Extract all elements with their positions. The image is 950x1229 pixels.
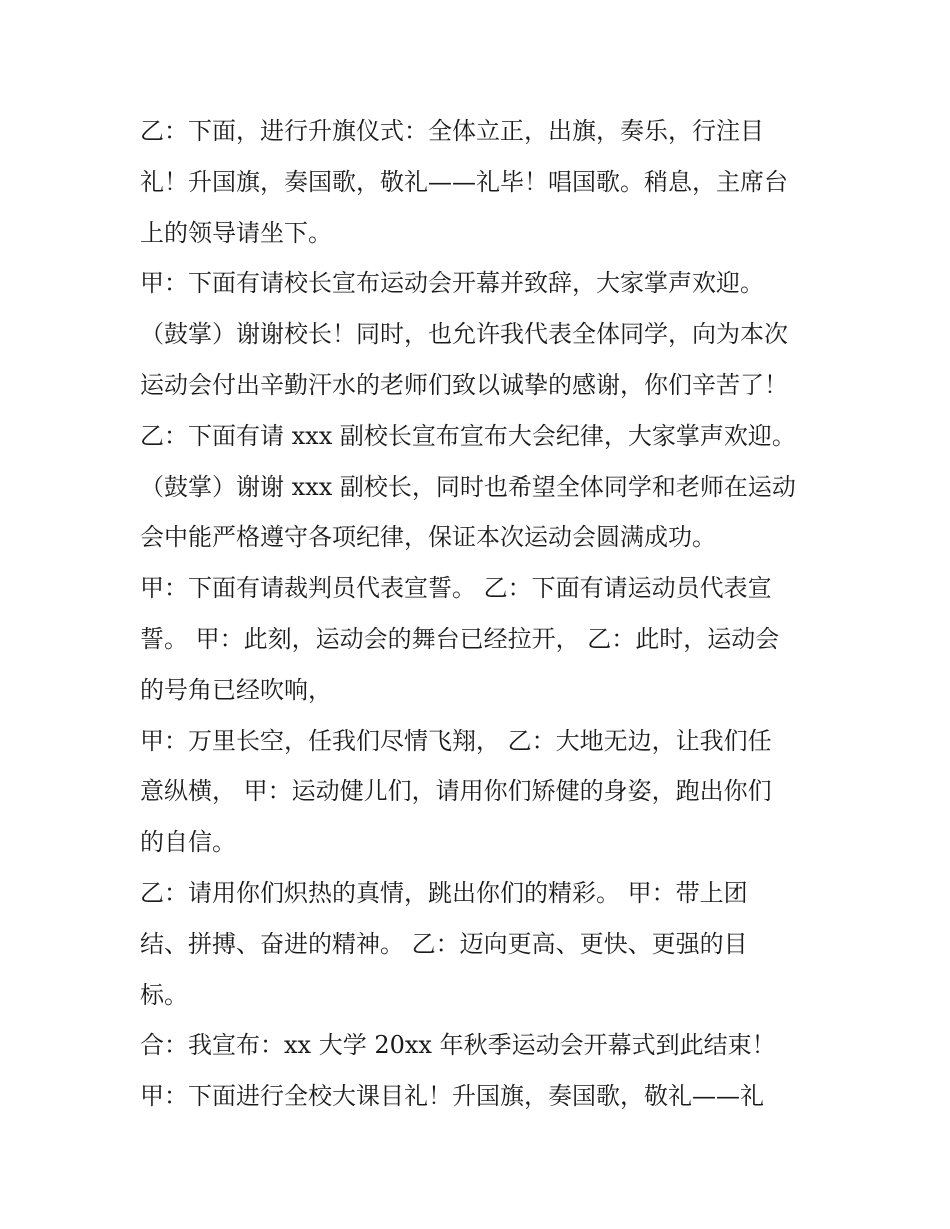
text-line: 结、拼搏、奋进的精神。 乙：迈向更高、更快、更强的目 (140, 929, 748, 958)
text-line: 运动会付出辛勤汗水的老师们致以诚挚的感谢，你们辛苦了！ (140, 370, 788, 399)
text-line: 合：我宣布：xx 大学 20xx 年秋季运动会开幕式到此结束！ (140, 1031, 776, 1060)
text-line: 誓。 甲：此刻，运动会的舞台已经拉开， 乙：此时，运动会 (140, 624, 780, 653)
text-line: 标。 (140, 980, 188, 1009)
text-line: （鼓掌）谢谢 xxx 副校长，同时也希望全体同学和老师在运动 (140, 472, 796, 501)
text-line: 乙：下面，进行升旗仪式：全体立正，出旗，奏乐，行注目 (140, 117, 764, 145)
text-line: 礼！升国旗，奏国歌，敬礼——礼毕！唱国歌。稍息，主席台 (140, 167, 788, 196)
text-line: 甲：万里长空，任我们尽情飞翔， 乙：大地无边，让我们任 (140, 726, 772, 755)
text-line: 会中能严格遵守各项纪律，保证本次运动会圆满成功。 (140, 523, 716, 552)
text-line: 上的领导请坐下。 (140, 218, 332, 247)
text-line: （鼓掌）谢谢校长！同时，也允许我代表全体同学，向为本次 (140, 320, 788, 349)
text-line: 的号角已经吹响， (140, 675, 332, 704)
text-line: 乙：请用你们炽热的真情，跳出你们的精彩。 甲：带上团 (140, 878, 748, 907)
text-line: 意纵横， 甲：运动健儿们，请用你们矫健的身姿，跑出你们 (140, 777, 772, 806)
text-line: 甲：下面有请校长宣布运动会开幕并致辞，大家掌声欢迎。 (140, 269, 764, 298)
document-body (140, 106, 830, 1122)
text-line: 甲：下面有请裁判员代表宣誓。 乙：下面有请运动员代表宣 (140, 574, 772, 603)
text-line: 乙：下面有请 xxx 副校长宣布宣布大会纪律，大家掌声欢迎。 (140, 421, 796, 450)
text-line: 的自信。 (140, 828, 236, 857)
text-line: 甲：下面进行全校大课目礼！升国旗，奏国歌，敬礼——礼 (140, 1082, 764, 1111)
